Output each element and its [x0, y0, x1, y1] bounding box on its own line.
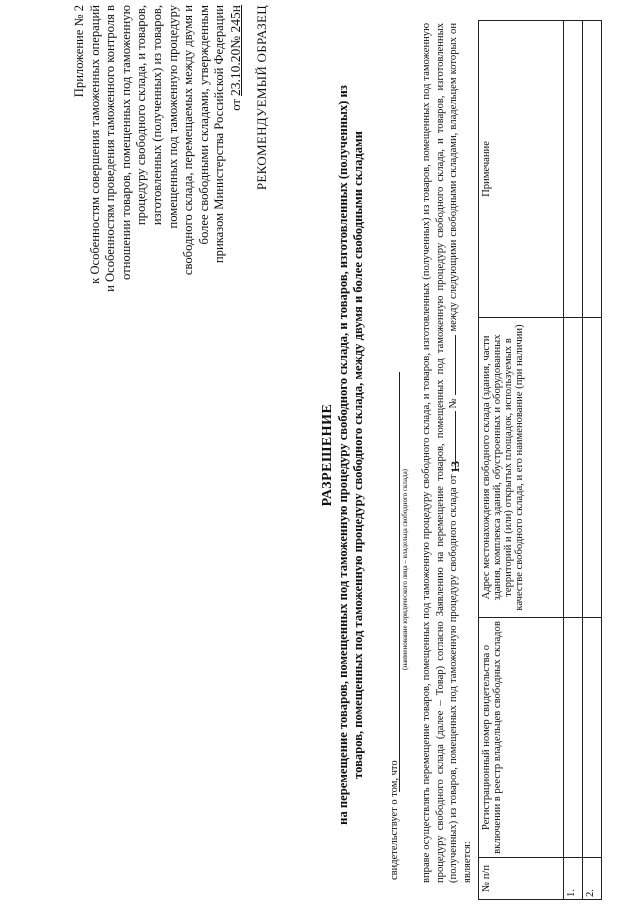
- appendix-line: изготовленных (полученных) из товаров,: [149, 5, 164, 226]
- paragraph-tail: между следующими свободными складами, владельцем которых он является:: [448, 23, 473, 883]
- appendix-date-line: [228, 5, 245, 350]
- appendix-line: более свободными складами, утвержденным: [196, 5, 211, 245]
- table-cell: [583, 21, 602, 318]
- title-heading: РАЗРЕШЕНИЕ: [320, 403, 335, 507]
- appendix-line: приказом Министерства Российской Федерации: [212, 5, 227, 264]
- appendix-line: процедуру свободного склада, и товаров,: [134, 5, 149, 226]
- body-paragraph: [420, 23, 474, 883]
- recommended-sample-label: РЕКОМЕНДУЕМЫЙ ОБРАЗЕЦ: [254, 5, 269, 191]
- appendix-block: [72, 5, 245, 350]
- appendix-line: Приложение № 2: [72, 5, 86, 98]
- table-cell: [564, 21, 583, 318]
- appendix-line: помещенных под таможенную процедуру: [165, 5, 180, 229]
- certifies-label: свидетельствует о том, что: [389, 760, 400, 880]
- column-header: Адрес местонахождения свободного склада (здания, части здания, комплекса зданий, обустроенных и оборудованных территорий и (или) открытых площадок, используемых в качестве свободного склада, и его наименование (при наличии): [479, 318, 564, 618]
- column-header: Регистрационный номер свидетельства о включении в реестр владельцев свободных складов: [479, 618, 564, 858]
- column-header: Примечание: [479, 21, 564, 318]
- fill-in-caption: (наименование юридического лица – владельца свободного склада): [401, 468, 409, 670]
- appendix-line: свободного склада, перемещаемых между двумя и: [181, 5, 196, 276]
- table-cell: [583, 618, 602, 858]
- table-header-row: [479, 21, 564, 900]
- fill-in-line: [399, 372, 400, 792]
- table-cell: [564, 318, 583, 618]
- date-prefix: от: [228, 99, 243, 111]
- number-blank: [455, 335, 456, 395]
- table-row: [564, 21, 583, 900]
- document-title: [320, 15, 366, 895]
- table-cell: [583, 318, 602, 618]
- table-cell: [564, 618, 583, 858]
- date-blank: [455, 411, 456, 471]
- order-date: 23.10.20№ 245н: [227, 5, 243, 96]
- row-number: 2.: [583, 858, 602, 900]
- paragraph-text: вправе осуществлять перемещение товаров, помещенных под таможенную процедуру свободного склада, и товаров, изготовленных (полученных) из товаров, помещенных под таможенную процедуру свободного склада (далее – Товар) согласно Заявлению на перемещение товаров, помещенных под таможенную процедуру свободного склада, и товаров, изготовленных (полученных) из товаров, помещенных под таможенную процедуру свободного склада от: [421, 23, 459, 883]
- appendix-line: и Особенностям проведения таможенного контроля в: [103, 5, 118, 292]
- number-label: №: [448, 397, 459, 409]
- warehouses-table: [478, 20, 602, 900]
- title-line: на перемещение товаров, помещенных под таможенную процедуру свободного склада, и товаров, изготовленных (полученных) из: [336, 85, 350, 825]
- row-number: 1.: [564, 858, 583, 900]
- column-header: № п/п: [479, 858, 564, 900]
- title-line: товаров, помещенных под таможенную процедуру свободного склада, между двумя и более свободными складами: [351, 131, 365, 779]
- appendix-line: к Особенностям совершения таможенных операций: [87, 5, 102, 284]
- certifies-line: [389, 20, 409, 880]
- appendix-line: отношении товаров, помещенных под таможенную: [118, 5, 133, 280]
- page-number: 13: [448, 461, 462, 473]
- table-row: [583, 21, 602, 900]
